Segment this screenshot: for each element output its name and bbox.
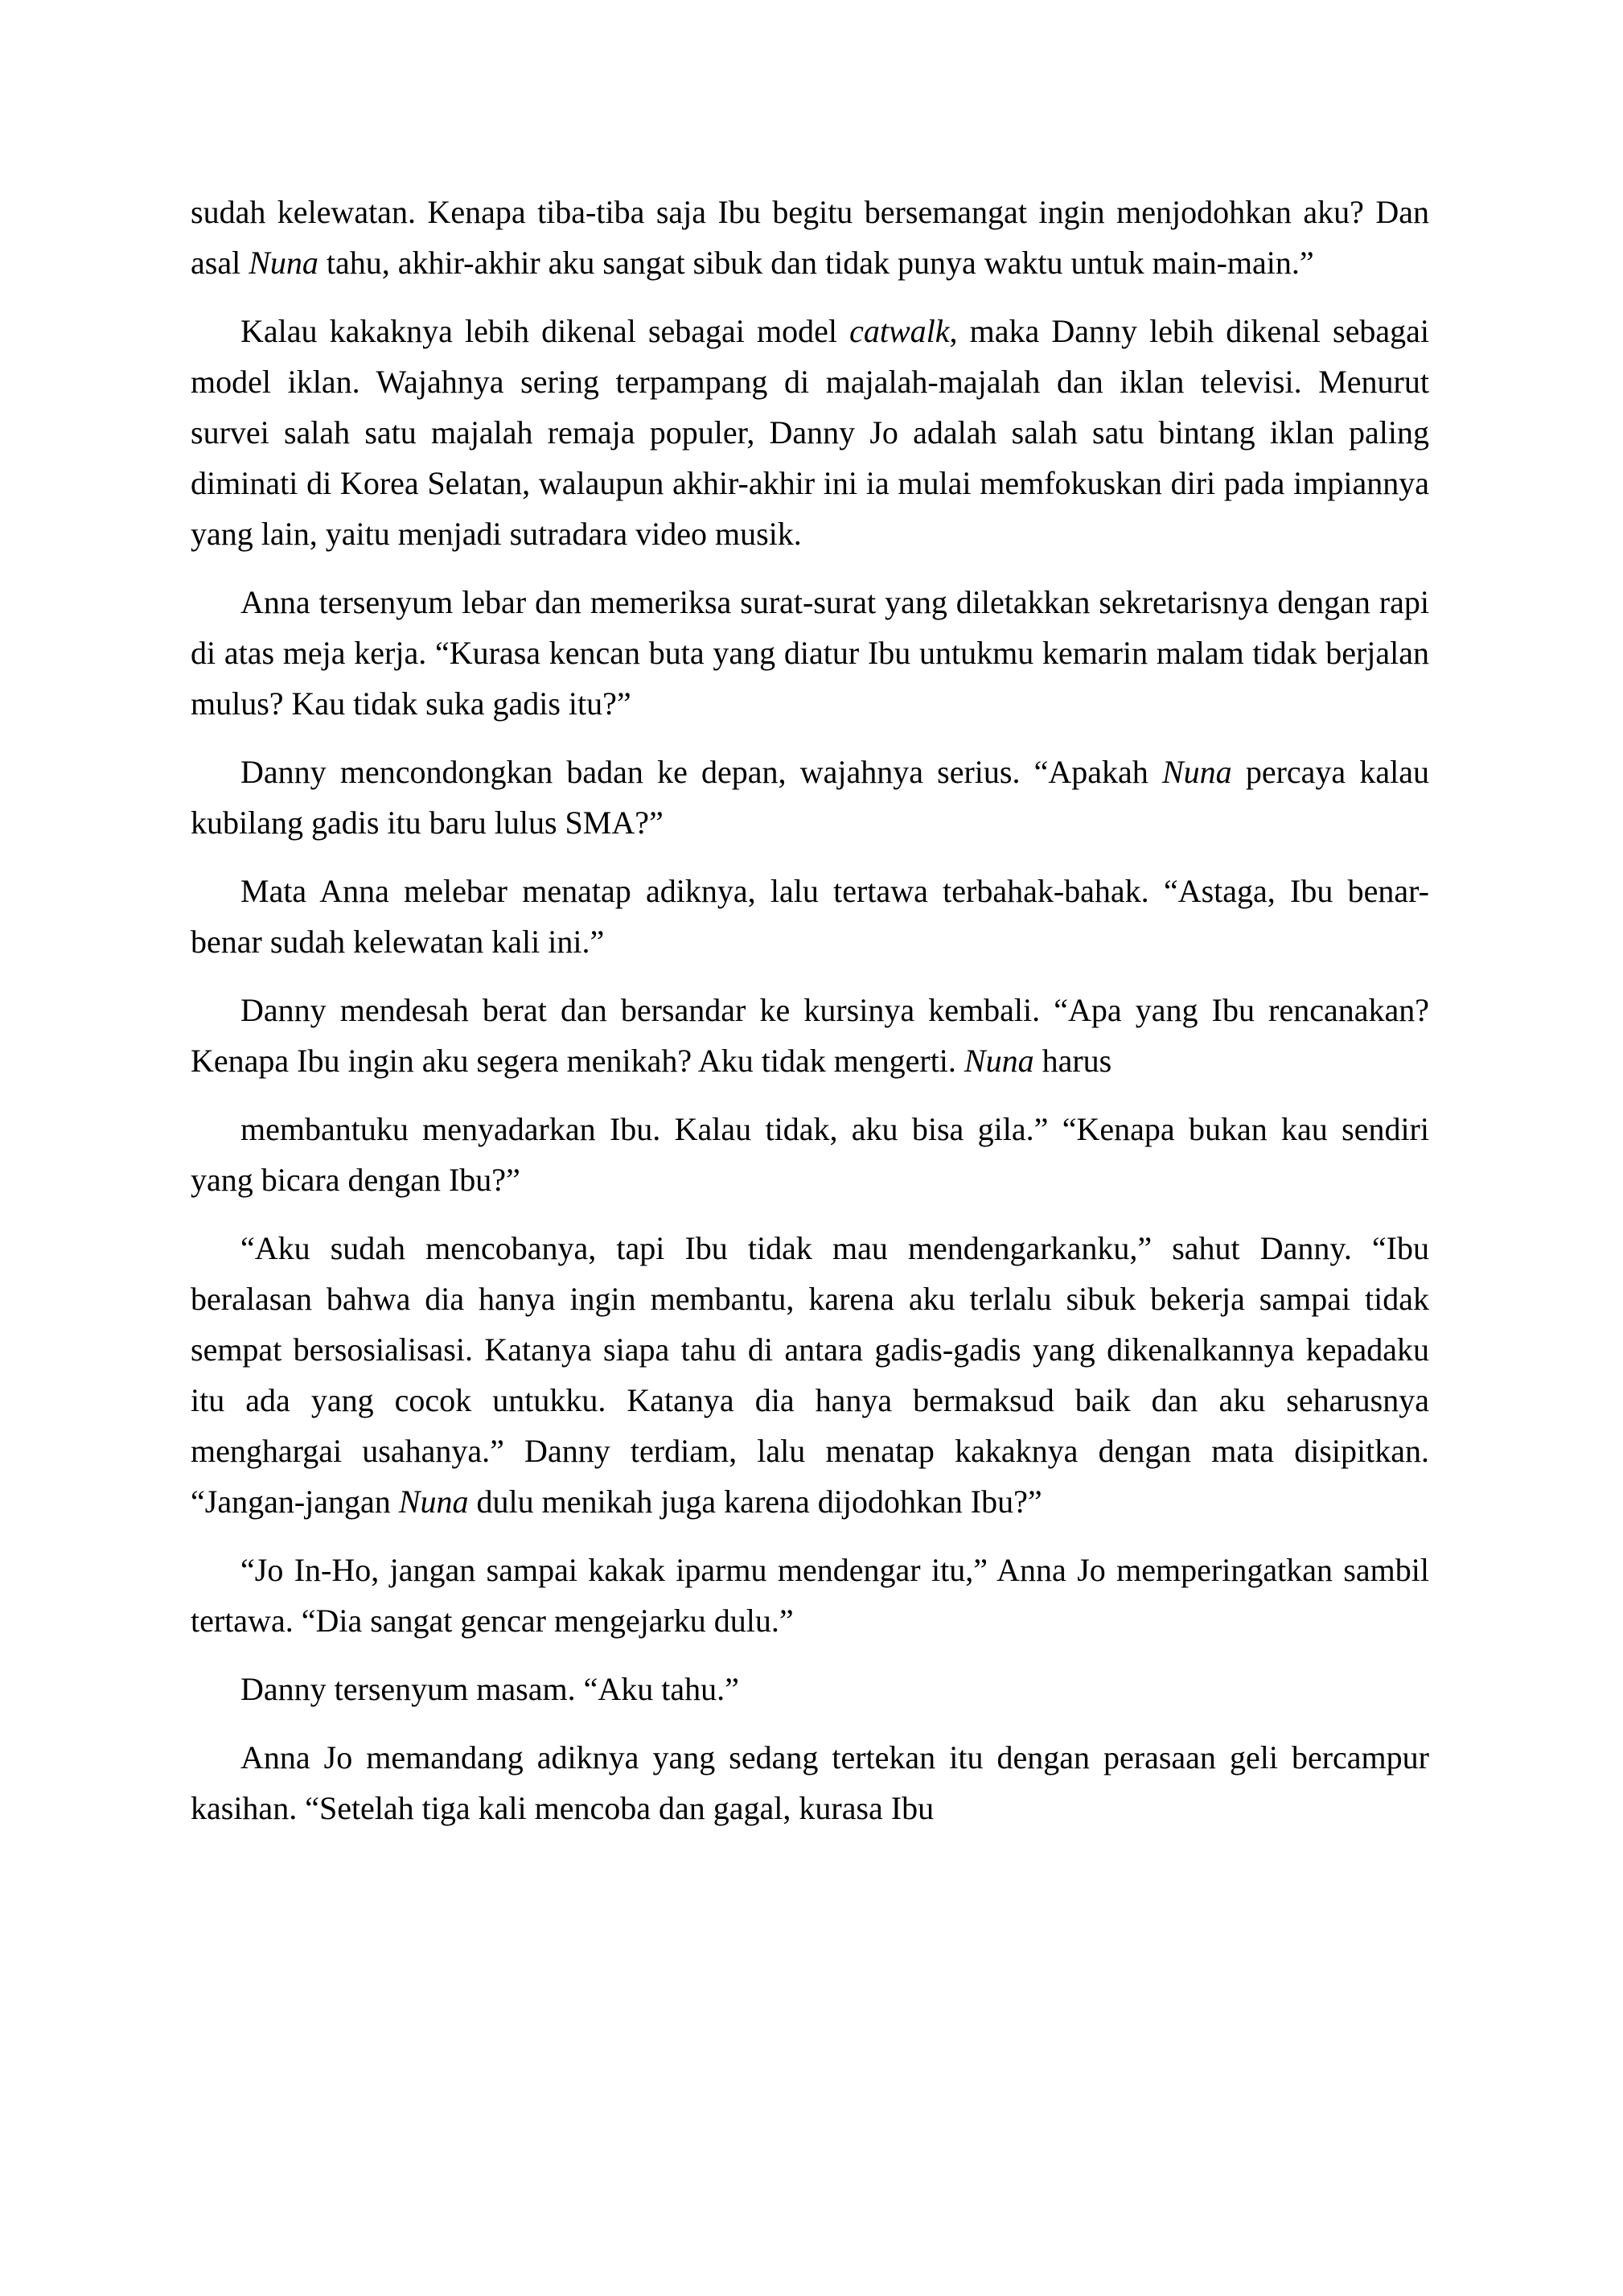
body-paragraph: “Jo In-Ho, jangan sampai kakak iparmu mendengar itu,” Anna Jo memperingatkan sambil tertawa. “Dia sangat gencar mengejarku dulu.” xyxy=(191,1552,1429,1639)
body-paragraph: Anna tersenyum lebar dan memeriksa surat-surat yang diletakkan sekretarisnya dengan rapi di atas meja kerja. “Kurasa kencan buta yang diatur Ibu untukmu kemarin malam tidak berjalan mulus? Kau tidak suka gadis itu?” xyxy=(191,584,1429,722)
body-paragraph: membantuku menyadarkan Ibu. Kalau tidak, aku bisa gila.” “Kenapa bukan kau sendiri yang bicara dengan Ibu?” xyxy=(191,1111,1429,1198)
body-paragraph: Mata Anna melebar menatap adiknya, lalu tertawa terbahak-bahak. “Astaga, Ibu benar-benar sudah kelewatan kali ini.” xyxy=(191,873,1429,960)
body-paragraph: Danny tersenyum masam. “Aku tahu.” xyxy=(240,1671,739,1707)
body-paragraph: Danny mencondongkan badan ke depan, wajahnya serius. “Apakah Nuna percaya kalau kubilang gadis itu baru lulus SMA?” xyxy=(191,754,1429,841)
body-paragraph: sudah kelewatan. Kenapa tiba-tiba saja Ibu begitu bersemangat ingin menjodohkan aku? Dan asal Nuna tahu, akhir-akhir aku sangat sibuk dan tidak punya waktu untuk main-main.” xyxy=(191,194,1429,281)
body-text-column xyxy=(191,187,1429,1833)
body-paragraph: Kalau kakaknya lebih dikenal sebagai model catwalk, maka Danny lebih dikenal sebagai model iklan. Wajahnya sering terpampang di majalah-majalah dan iklan televisi. Menurut survei salah satu majalah remaja populer, Danny Jo adalah salah satu bintang iklan paling diminati di Korea Selatan, walaupun akhir-akhir ini ia mulai memfokuskan diri pada impiannya yang lain, yaitu menjadi sutradara video musik. xyxy=(191,313,1430,552)
emphasized-term: Nuna xyxy=(249,245,318,281)
emphasized-term: Nuna xyxy=(398,1483,469,1520)
emphasized-term: Nuna xyxy=(1161,754,1232,790)
body-paragraph: Danny mendesah berat dan bersandar ke kursinya kembali. “Apa yang Ibu rencanakan? Kenapa Ibu ingin aku segera menikah? Aku tidak mengerti. Nuna harus xyxy=(191,992,1429,1079)
emphasized-term: Nuna xyxy=(964,1043,1034,1079)
body-paragraph: Anna Jo memandang adiknya yang sedang tertekan itu dengan perasaan geli bercampur kasihan. “Setelah tiga kali mencoba dan gagal, kurasa Ibu xyxy=(191,1739,1429,1826)
emphasized-term: catwalk xyxy=(849,313,950,349)
body-paragraph: “Aku sudah mencobanya, tapi Ibu tidak mau mendengarkanku,” sahut Danny. “Ibu beralasan bahwa dia hanya ingin membantu, karena aku terlalu sibuk bekerja sampai tidak sempat bersosialisasi. Katanya siapa tahu di antara gadis-gadis yang dikenalkannya kepadaku itu ada yang cocok untukku. Katanya dia hanya bermaksud baik dan aku seharusnya menghargai usahanya.” Danny terdiam, lalu menatap kakaknya dengan mata disipitkan. “Jangan-jangan Nuna dulu menikah juga karena dijodohkan Ibu?” xyxy=(191,1230,1429,1520)
